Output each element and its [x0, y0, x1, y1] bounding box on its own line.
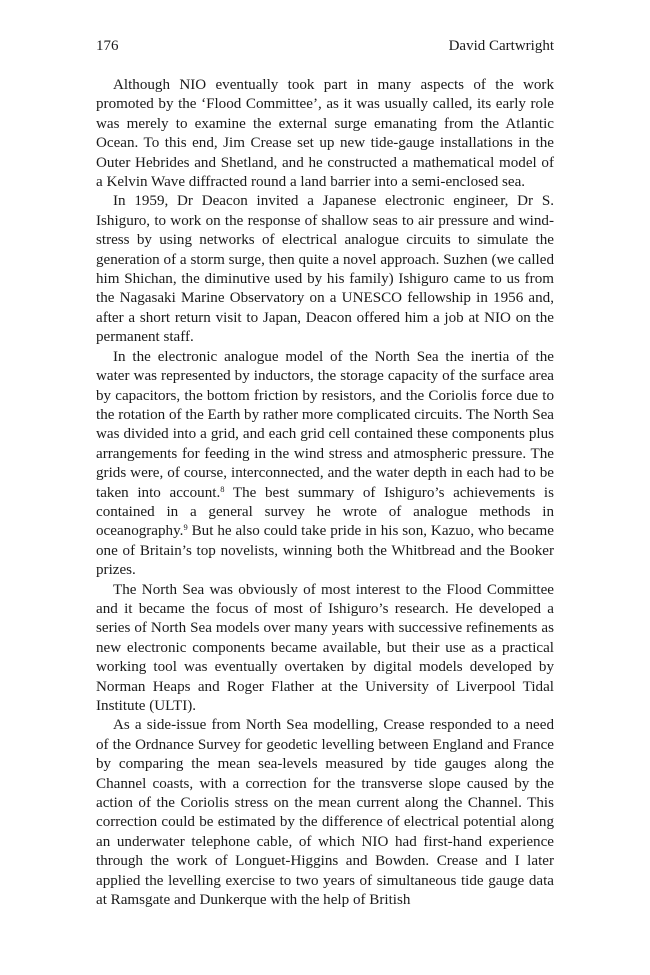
- running-title: David Cartwright: [448, 38, 554, 54]
- paragraph-geodetic-levelling: As a side-issue from North Sea modelling, Crease responded to a need of the Ordnance Survey for geodetic levelling between England and France by comparing the mean sea-levels measured by tide gauges along the Channel coasts, with a correction for the transverse slope caused by the action of the Coriolis stress on the mean current along the Channel. This correction could be estimated by the difference of electrical potential along an underwater telephone cable, of which NIO had first-hand experience through the work of Longuet-Higgins and Bowden. Crease and I later applied the levelling exercise to two years of simultaneous tide gauge data at Ramsgate and Dunkerque with the help of British: [96, 717, 554, 909]
- paragraph-text-part: The best summary of Ishiguro’s achievements is contained in a general survey he wrote of analogue methods in oceanography.: [96, 484, 555, 540]
- paragraph-analogue-model: [96, 348, 554, 581]
- book-page: [96, 36, 554, 910]
- running-header: [96, 36, 554, 56]
- paragraph-ishiguro-arrival: In 1959, Dr Deacon invited a Japanese electronic engineer, Dr S. Ishiguro, to work on the response of shallow seas to air pressure and wind-stress by using networks of electrical analogue circuits to simulate the generation of a storm surge, then quite a novel approach. Suzhen (we called him Shichan, the diminutive used by his family) Ishiguro came to us from the Nagasaki Marine Observatory on a UNESCO fellowship in 1956 and, after a short return visit to Japan, Deacon offered him a job at NIO on the permanent staff.: [96, 193, 554, 346]
- footnote-marker-8[interactable]: 8: [220, 483, 225, 494]
- body-text: [96, 76, 554, 910]
- paragraph-north-sea-models: The North Sea was obviously of most interest to the Flood Committee and it became the focus of most of Ishiguro’s research. He developed a series of North Sea models over many years with successive refinements as new electronic components became available, but their use as a practical working tool was eventually overtaken by digital models developed by Norman Heaps and Roger Flather at the University of Liverpool Tidal Institute (ULTI).: [96, 581, 554, 714]
- paragraph-text-part: In the electronic analogue model of the North Sea the inertia of the water was represented by inductors, the storage capacity of the surface area by capacitors, the bottom friction by resistors, and the Coriolis force due to the rotation of the Earth by rather more complicated circuits. The North Sea was divided into a grid, and each grid cell contained these components plus arrangements for feeding in the wind stress and atmospheric pressure. The grids were, of course, interconnected, and the water depth in each had to be taken into account.: [96, 348, 554, 501]
- paragraph-flood-committee: Although NIO eventually took part in many aspects of the work promoted by the ‘Flood Committee’, as it was usually called, its early role was merely to examine the external surge emanating from the Atlantic Ocean. To this end, Jim Crease set up new tide-gauge installations in the Outer Hebrides and Shetland, and he constructed a mathematical model of a Kelvin Wave diffracted round a land barrier into a semi-enclosed sea.: [96, 77, 554, 191]
- footnote-marker-9[interactable]: 9: [183, 522, 188, 533]
- paragraph-text-part: But he also could take pride in his son, Kazuo, who became one of Britain’s top novelists, winning both the Whitbread and the Booker prizes.: [96, 523, 554, 579]
- page-number: 176: [96, 38, 119, 54]
